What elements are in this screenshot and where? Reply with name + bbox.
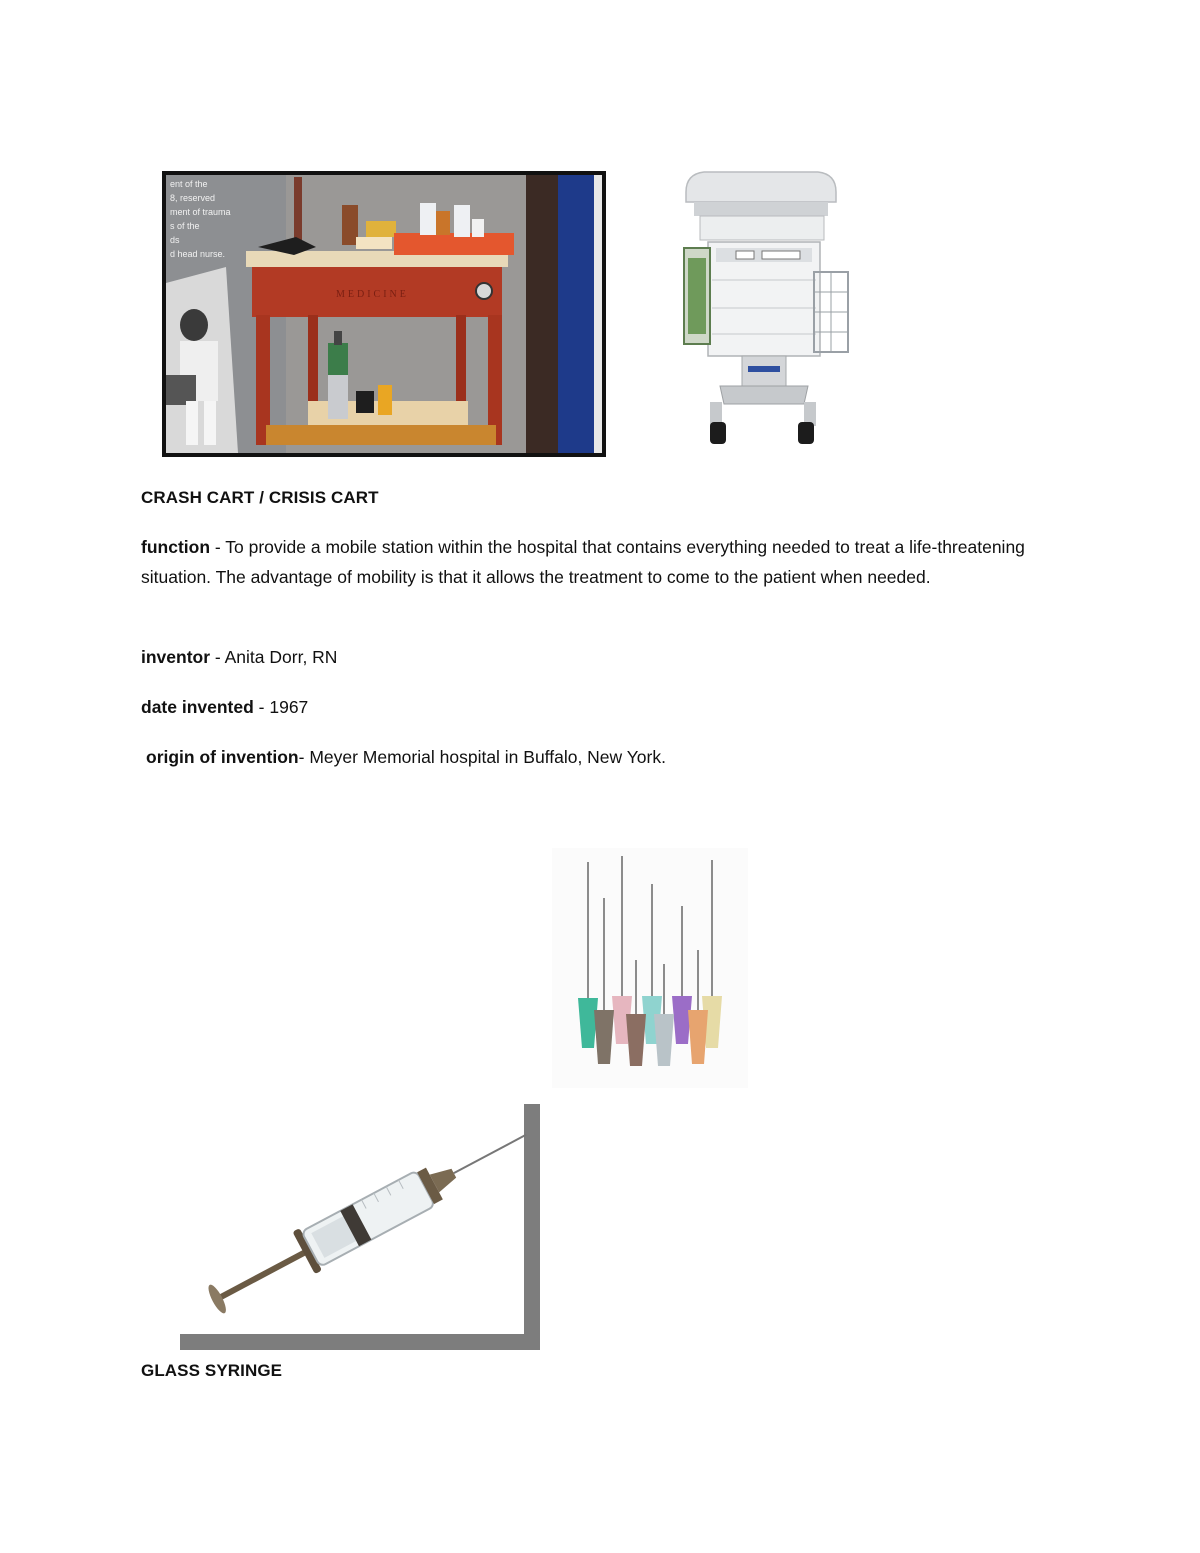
date-invented-label: date invented — [141, 697, 254, 717]
inventor-text: - Anita Dorr, RN — [210, 647, 338, 667]
modern-crash-cart-image — [680, 168, 852, 448]
origin-text: - Meyer Memorial hospital in Buffalo, New York. — [298, 747, 666, 767]
glass-syringe-image — [180, 1104, 540, 1350]
date-invented-paragraph — [141, 692, 308, 722]
photo-sign-line-2: 8, reserved — [170, 193, 216, 203]
photo-sign-line-6: d head nurse. — [170, 249, 226, 259]
crash-cart-heading: CRASH CART / CRISIS CART — [141, 488, 379, 507]
date-invented-text: - 1967 — [253, 697, 309, 717]
function-text: - To provide a mobile station within the hospital that contains everything needed to treat a life-threatening situation. The advantage of mobility is that it allows the treatment to come to the patient when needed. — [141, 537, 1025, 587]
origin-paragraph — [146, 742, 666, 772]
function-paragraph — [141, 532, 1071, 592]
photo-sign-line-4: s of the — [170, 221, 200, 231]
inventor-label: inventor — [141, 647, 211, 667]
origin-label: origin of invention — [146, 747, 299, 767]
old-crash-cart-photo — [162, 171, 606, 457]
photo-sign-line-5: ds — [170, 235, 180, 245]
glass-syringe-heading: GLASS SYRINGE — [141, 1361, 283, 1380]
inventor-paragraph — [141, 642, 337, 672]
photo-sign-line-3: ment of trauma — [170, 207, 231, 217]
photo-sign-line-1: ent of the — [170, 179, 208, 189]
hypodermic-needles-image — [552, 848, 748, 1088]
function-label: function — [141, 537, 211, 557]
photo-cart-label: MEDICINE — [336, 289, 409, 300]
